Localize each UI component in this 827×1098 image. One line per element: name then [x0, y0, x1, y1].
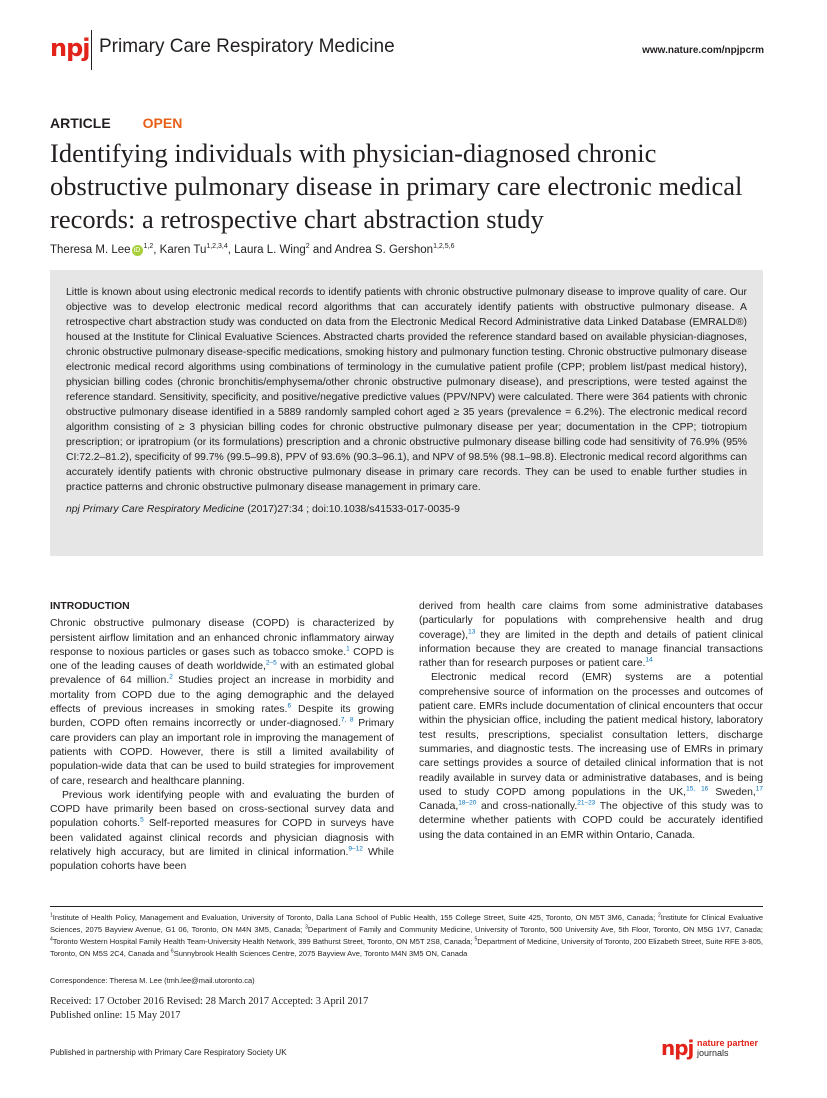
- author-name[interactable]: Theresa M. Lee: [50, 243, 131, 256]
- body-paragraph: Previous work identifying people with and evaluating the burden of COPD have primarily been based on cross-sectional survey data and population cohorts.$^5$ Self-reported measures for COPD in surveys have been validated against clinical records and physician diagnosis with relatively high accuracy, but are limited in clinical information.$^{9-12}$ While population cohorts have been: [50, 789, 394, 873]
- article-type-label: ARTICLE: [50, 115, 111, 131]
- journal-name[interactable]: Primary Care Respiratory Medicine: [99, 36, 395, 57]
- correspondence-line[interactable]: Correspondence: Theresa M. Lee (tmh.lee@mail.utoronto.ca): [50, 976, 255, 985]
- reference-citation[interactable]: 9–12: [348, 845, 363, 853]
- body-paragraph: Electronic medical record (EMR) systems are a potential comprehensive source of information on the processes and outcomes of patient care. EMRs include documentation of clinical encounters that occur within the physician office, including the patient medical history, laboratory test results, prescriptions, specialist consultation letters, discharge summaries, and diagnostic tests. The increasing use of EMRs in primary care settings provides a source of detailed clinical information that is not readily available in survey data or administrative databases, and is being used to study COPD among populations in the UK,$^{15, 16}$ Sweden,$^{17}$ Canada,$^{18-20}$ and cross-nationally.$^{21-23}$ The objective of this study was to determine whether patients with COPD could be accurately identified using the data contained in an EMR within Ontario, Canada.: [419, 672, 764, 841]
- author-affiliation-sup: 1,2,3,4: [206, 243, 228, 250]
- affiliation-text: Institute of Health Policy, Management and Evaluation, University of Toronto, Dalla Lana School of Public Health, 155 College Street, Suite 425, Toronto, ON M5T 3M6, Canada;: [52, 913, 658, 922]
- reference-citation[interactable]: 15, 16: [686, 785, 709, 793]
- reference-citation[interactable]: 2–5: [265, 659, 277, 667]
- author-affiliation-sup: 1,2: [143, 243, 154, 250]
- partner-line-2: journals: [697, 1048, 729, 1058]
- article-title: Identifying individuals with physician-diagnosed chronic obstructive pulmonary disease in primary care electronic medical records: a retrospective chart abstraction study: [50, 138, 743, 234]
- author-affiliation-sup: 2: [305, 243, 310, 250]
- affiliations-footnote: [50, 912, 763, 960]
- footer-npj-logo[interactable]: npj: [661, 1036, 694, 1060]
- reference-citation[interactable]: 6: [287, 702, 292, 710]
- author-conjunction: and: [312, 243, 333, 256]
- received-dates: Received: 17 October 2016 Revised: 28 March 2017 Accepted: 3 April 2017: [50, 996, 369, 1007]
- affiliation-text: Institute for Clinical Evaluative Sciences, 2075 Bayview Avenue, G1 06, Toronto, ON M4N 3M5, Canada;: [50, 913, 763, 934]
- nature-partner-journals-logo[interactable]: [697, 1038, 758, 1058]
- npj-logo[interactable]: npj: [50, 34, 90, 62]
- affiliation-sup: 1: [50, 912, 53, 919]
- abstract-text: Little is known about using electronic medical records to identify patients with chronic obstructive pulmonary disease to improve quality of care. Our objective was to develop electronic medical record algorithms that can accurately identify patients with obstructive pulmonary disease. A retrospective chart abstraction study was conducted on data from the Electronic Medical Record Administrative data Linked Database (EMRALD®) housed at the Institute for Clinical Evaluative Sciences. Abstracted charts provided the reference standard based on available physician-diagnoses, chronic obstructive pulmonary disease-specific medications, smoking history and pulmonary function testing. Chronic obstructive pulmonary disease electronic medical record algorithms using combinations of terminology in the cumulative patient profile (CPP; problem list/past medical history), physician billing codes (chronic bronchitis/emphysema/other chronic obstructive pulmonary disease), and prescriptions, were tested against the reference standard. Sensitivity, specificity, and positive/negative predictive values (PPV/NPV) were calculated. There were 364 patients with chronic obstructive pulmonary disease identified in a 5889 randomly sampled cohort aged ≥ 35 years (prevalence = 6.2%). The electronic medical record algorithm consisting of ≥ 3 physician billing codes for chronic obstructive pulmonary disease per year; documentation in the CPP; tiotropium prescription; or ipratropium (or its formulations) prescription and a chronic obstructive pulmonary disease billing code had sensitivity of 76.9% (95% CI:72.2–81.2), specificity of 99.7% (99.5–99.8), PPV of 93.6% (90.3–96.1), and NPV of 98.5% (98.1–98.8). Electronic medical record algorithms can accurately identify patients with chronic obstructive pulmonary disease in primary care records. They can be used to enable further studies in practice patterns and chronic obstructive pulmonary disease management in primary care.: [66, 287, 747, 493]
- reference-citation[interactable]: 17: [755, 785, 763, 793]
- author-name[interactable]: Karen Tu: [159, 243, 207, 256]
- reference-citation[interactable]: 14: [645, 656, 653, 664]
- affiliation-sup: 3: [305, 924, 308, 931]
- body-column-left: [50, 600, 394, 875]
- affiliation-sup: 2: [658, 912, 661, 919]
- article-type-row: [50, 115, 182, 131]
- body-paragraph: Chronic obstructive pulmonary disease (COPD) is characterized by persistent airflow limitation and an enhanced chronic inflammatory airway response to noxious particles or gases such as tobacco smoke.$^1$ COPD is one of the leading causes of death worldwide,$^{2-5}$ with an estimated global prevalence of 64 million.$^2$ Studies project an increase in morbidity and mortality from COPD due to the aging demographic and the delayed effects of previous increases in smoking rates.$^6$ Despite its growing burden, COPD often remains incorrectly or under-diagnosed.$^{7, 8}$ Primary care providers can play an important role in improving the management of patients with COPD. However, there is still a limited availability of population-wide data that can be used to build strategies for improvement of care, research and healthcare planning.: [50, 618, 394, 787]
- reference-citation[interactable]: 21–23: [577, 799, 596, 807]
- reference-citation[interactable]: 7, 8: [340, 716, 354, 724]
- author-affiliation-sup: 1,2,5,6: [433, 243, 455, 250]
- author-name[interactable]: Laura L. Wing: [234, 243, 306, 256]
- citation-journal: npj Primary Care Respiratory Medicine: [66, 504, 245, 515]
- section-heading-introduction: INTRODUCTION: [50, 601, 130, 612]
- citation-doi[interactable]: (2017)27:34 ; doi:10.1038/s41533-017-0035-9: [244, 504, 460, 515]
- open-access-label: OPEN: [142, 115, 183, 131]
- citation-line: [66, 504, 747, 515]
- journal-url-link[interactable]: www.nature.com/npjpcrm: [642, 45, 764, 56]
- reference-citation[interactable]: 18–20: [458, 799, 477, 807]
- partnership-note: Published in partnership with Primary Care Respiratory Society UK: [50, 1048, 287, 1057]
- body-paragraph: derived from health care claims from some administrative databases (particularly for populations with comprehensive health and drug coverage),$^{13}$ they are limited in the depth and details of patient clinical information because they are created to manage financial transactions rather than for research purposes or patient care.$^{14}$: [419, 601, 763, 670]
- reference-citation[interactable]: 13: [468, 628, 476, 636]
- affiliation-sup: 5: [474, 936, 478, 943]
- published-date: Published online: 15 May 2017: [50, 1010, 181, 1021]
- partner-line-1: nature partner: [697, 1038, 759, 1048]
- reference-citation[interactable]: 5: [140, 816, 144, 824]
- affiliation-text: Department of Family and Community Medicine, University of Toronto, 500 University Ave, 5th Floor, Toronto, ON M5G 1V7, Canada;: [307, 925, 763, 934]
- affiliation-text: Department of Medicine, University of Toronto, 200 Elizabeth Street, Suite RFE 3-805, Toronto, ON M5S 2C4, Canada and: [50, 937, 764, 958]
- footnote-divider: [50, 906, 763, 907]
- affiliation-text: Sunnybrook Health Sciences Centre, 2075 Bayview Ave, Toronto M4N 3M5 ON, Canada: [173, 949, 468, 958]
- affiliation-text: Toronto Western Hospital Family Health Team-University Health Network, 399 Bathurst Street, Toronto, ON M5T 2S8, Canada;: [52, 937, 475, 946]
- reference-citation[interactable]: 1: [346, 645, 350, 653]
- author-name[interactable]: Andrea S. Gershon: [334, 243, 434, 256]
- logo-divider: [91, 30, 92, 70]
- author-list: Theresa M. Lee iD$^{1,2}$, Karen Tu$^{1,2,3,4}$, Laura L. Wing$^2$ and Andrea S. Gershon$^{1,2,5,6}$: [50, 243, 455, 256]
- orcid-icon[interactable]: iD: [132, 245, 143, 256]
- affiliation-sup: 6: [170, 948, 174, 955]
- reference-citation[interactable]: 2: [169, 674, 173, 682]
- affiliation-sup: 4: [50, 936, 53, 943]
- body-column-right: [419, 600, 763, 843]
- abstract-box: [50, 270, 763, 556]
- article-dates: [50, 995, 368, 1023]
